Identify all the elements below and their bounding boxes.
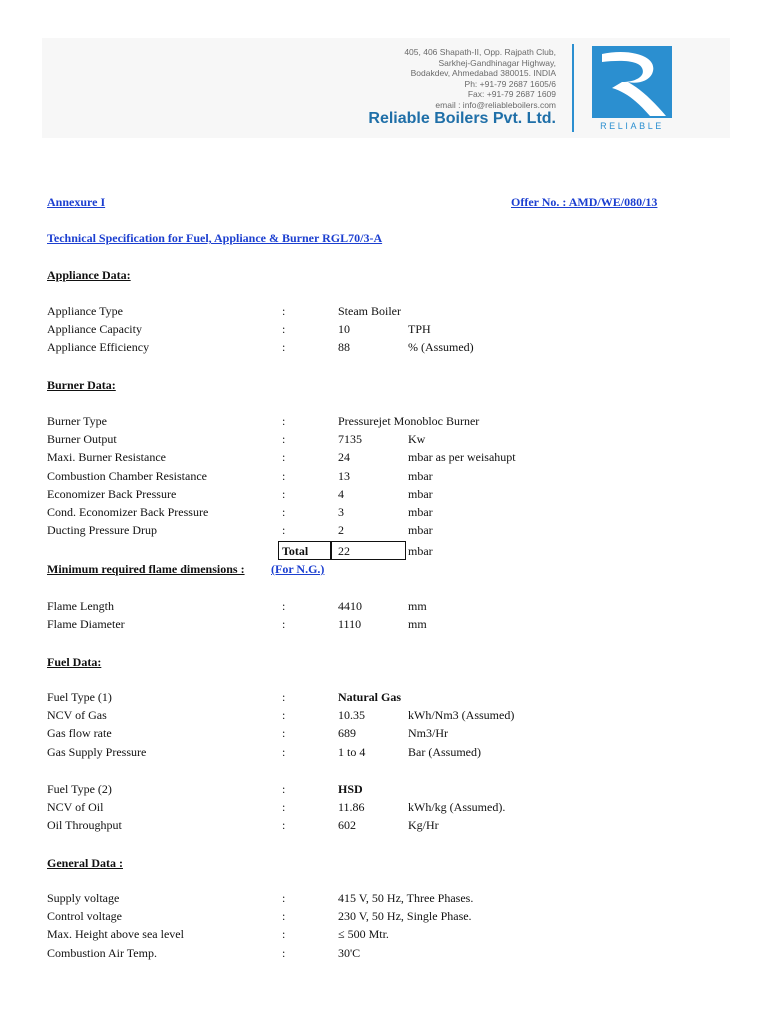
spec-row-value: 3 — [338, 505, 344, 519]
total-unit: mbar — [408, 544, 433, 558]
spec-row-label: Fuel Type (2) — [47, 782, 112, 796]
spec-row-unit: mm — [408, 599, 427, 613]
spec-row-value: Pressurejet Monobloc Burner — [338, 414, 480, 428]
spec-row-unit: mbar — [408, 469, 433, 483]
spec-row-label: Appliance Efficiency — [47, 340, 150, 354]
spec-row-sep: : — [282, 450, 286, 464]
spec-row-label: Burner Type — [47, 414, 107, 428]
spec-row-label: Supply voltage — [47, 891, 120, 905]
address-line: email : info@reliableboilers.com — [435, 99, 556, 110]
general-heading: General Data : — [47, 856, 123, 870]
spec-row-label: Appliance Capacity — [47, 322, 142, 336]
spec-row-label: Combustion Air Temp. — [47, 946, 157, 960]
spec-row-value: 11.86 — [338, 800, 365, 814]
spec-row-label: Fuel Type (1) — [47, 690, 112, 704]
spec-row-label: Max. Height above sea level — [47, 927, 184, 941]
spec-row-label: Appliance Type — [47, 304, 123, 318]
spec-row-sep: : — [282, 927, 286, 941]
company-name: Reliable Boilers Pvt. Ltd. — [368, 110, 556, 127]
logo-wordmark: RELIABLE — [600, 121, 664, 131]
spec-row-sep: : — [282, 487, 286, 501]
appliance-heading: Appliance Data: — [47, 268, 131, 282]
fuel-heading: Fuel Data: — [47, 655, 102, 669]
spec-row-label: Control voltage — [47, 909, 122, 923]
spec-row-label: Flame Diameter — [47, 617, 125, 631]
spec-row-label: Ducting Pressure Drup — [47, 523, 157, 537]
annexure-link[interactable]: Annexure I — [47, 195, 106, 209]
burner-heading: Burner Data: — [47, 378, 116, 392]
spec-row-sep: : — [282, 617, 286, 631]
spec-row-label: Gas Supply Pressure — [47, 745, 147, 759]
spec-row-unit: kWh/kg (Assumed). — [408, 800, 506, 814]
address-line: Fax: +91-79 2687 1609 — [467, 89, 556, 100]
spec-row-unit: Kg/Hr — [408, 818, 439, 832]
address-line: Ph: +91-79 2687 1605/6 — [464, 78, 556, 89]
spec-row-value: 2 — [338, 523, 344, 537]
spec-row-value: 602 — [338, 818, 356, 832]
spec-row-unit: % (Assumed) — [408, 340, 474, 354]
spec-row-sep: : — [282, 891, 286, 905]
spec-row-label: Cond. Economizer Back Pressure — [47, 505, 209, 519]
spec-row-unit: TPH — [408, 322, 431, 336]
spec-row-value: 10 — [338, 322, 350, 336]
spec-row-label: Burner Output — [47, 432, 117, 446]
spec-row-sep: : — [282, 432, 286, 446]
spec-row-unit: Bar (Assumed) — [408, 745, 481, 759]
spec-row-value: 689 — [338, 726, 356, 740]
spec-row-unit: mbar — [408, 487, 433, 501]
spec-row-value: Natural Gas — [338, 690, 401, 704]
offer-number-link[interactable]: Offer No. : AMD/WE/080/13 — [511, 195, 658, 209]
spec-row-value: 30'C — [338, 946, 361, 960]
address-line: Bodakdev, Ahmedabad 380015. INDIA — [410, 68, 556, 79]
spec-row-label: Maxi. Burner Resistance — [47, 450, 166, 464]
spec-row-sep: : — [282, 469, 286, 483]
spec-row-unit: mm — [408, 617, 427, 631]
spec-row-value: ≤ 500 Mtr. — [338, 927, 389, 941]
spec-row-sep: : — [282, 322, 286, 336]
spec-row-sep: : — [282, 523, 286, 537]
spec-row-value: 24 — [338, 450, 350, 464]
spec-row-unit: Kw — [408, 432, 426, 446]
total-value: 22 — [338, 544, 350, 558]
spec-row-label: Combustion Chamber Resistance — [47, 469, 207, 483]
spec-row-label: NCV of Oil — [47, 800, 104, 814]
spec-row-label: Gas flow rate — [47, 726, 112, 740]
spec-title-link[interactable]: Technical Specification for Fuel, Appliance & Burner RGL70/3-A — [47, 231, 383, 245]
spec-row-unit: mbar as per weisahupt — [408, 450, 516, 464]
spec-row-unit: mbar — [408, 523, 433, 537]
spec-row-value: 230 V, 50 Hz, Single Phase. — [338, 909, 472, 923]
spec-row-sep: : — [282, 340, 286, 354]
spec-row-sep: : — [282, 599, 286, 613]
spec-row-value: 88 — [338, 340, 350, 354]
address-line: 405, 406 Shapath-II, Opp. Rajpath Club, — [404, 47, 556, 57]
spec-row-value: 4410 — [338, 599, 362, 613]
spec-row-value: HSD — [338, 782, 363, 796]
spec-row-sep: : — [282, 800, 286, 814]
spec-row-label: Economizer Back Pressure — [47, 487, 177, 501]
spec-row-sep: : — [282, 304, 286, 318]
spec-row-sep: : — [282, 782, 286, 796]
spec-row-sep: : — [282, 909, 286, 923]
spec-row-label: NCV of Gas — [47, 708, 107, 722]
spec-row-unit: Nm3/Hr — [408, 726, 448, 740]
total-label: Total — [282, 544, 309, 558]
spec-row-value: 7135 — [338, 432, 362, 446]
total-divider — [330, 541, 332, 560]
flame-heading: Minimum required flame dimensions : — [47, 562, 245, 576]
spec-row-sep: : — [282, 745, 286, 759]
spec-row-value: Steam Boiler — [338, 304, 401, 318]
spec-row-sep: : — [282, 505, 286, 519]
spec-row-value: 10.35 — [338, 708, 365, 722]
spec-row-sep: : — [282, 690, 286, 704]
address-line: Sarkhej-Gandhinagar Highway, — [438, 57, 556, 68]
spec-row-sep: : — [282, 708, 286, 722]
spec-row-label: Oil Throughput — [47, 818, 122, 832]
spec-row-value: 1110 — [338, 617, 362, 631]
spec-row-value: 4 — [338, 487, 344, 501]
spec-row-sep: : — [282, 818, 286, 832]
spec-row-sep: : — [282, 726, 286, 740]
spec-row-value: 1 to 4 — [338, 745, 366, 759]
spec-row-label: Flame Length — [47, 599, 114, 613]
spec-row-unit: kWh/Nm3 (Assumed) — [408, 708, 515, 722]
spec-row-sep: : — [282, 946, 286, 960]
flame-heading-note[interactable]: (For N.G.) — [271, 562, 325, 576]
spec-row-value: 415 V, 50 Hz, Three Phases. — [338, 891, 474, 905]
spec-row-unit: mbar — [408, 505, 433, 519]
spec-row-value: 13 — [338, 469, 350, 483]
spec-row-sep: : — [282, 414, 286, 428]
